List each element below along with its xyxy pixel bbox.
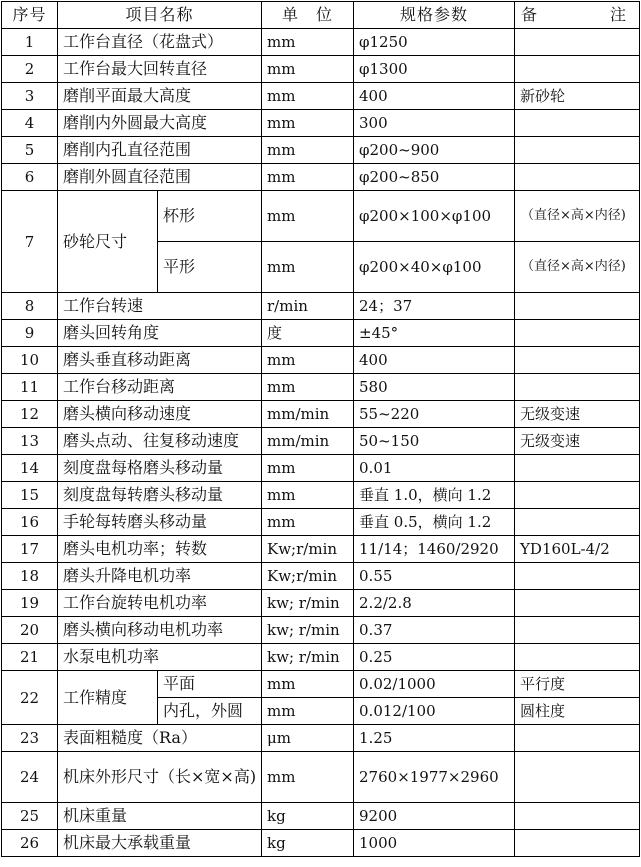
row-unit: mm bbox=[262, 752, 354, 803]
header-note-b: 注 bbox=[610, 5, 628, 24]
header-row bbox=[2, 2, 640, 29]
row-unit: mm bbox=[262, 164, 354, 191]
row-spec: 0.55 bbox=[354, 563, 515, 590]
row-name: 磨头回转角度 bbox=[58, 320, 262, 347]
row-name: 工作台旋转电机功率 bbox=[58, 590, 262, 617]
row-spec: 400 bbox=[354, 83, 515, 110]
row-spec: 0.01 bbox=[354, 455, 515, 482]
row-name: 手轮每转磨头移动量 bbox=[58, 509, 262, 536]
row-no: 22 bbox=[2, 671, 58, 725]
table-row bbox=[2, 803, 640, 830]
row-note bbox=[515, 752, 640, 803]
row-note bbox=[515, 347, 640, 374]
table-row bbox=[2, 347, 640, 374]
row-no: 3 bbox=[2, 83, 58, 110]
row-name: 磨头横向移动速度 bbox=[58, 401, 262, 428]
row-note bbox=[515, 320, 640, 347]
row-no: 16 bbox=[2, 509, 58, 536]
row-spec: 580 bbox=[354, 374, 515, 401]
table-row bbox=[2, 374, 640, 401]
row-spec: φ1250 bbox=[354, 29, 515, 56]
row-spec: 11/14；1460/2920 bbox=[354, 536, 515, 563]
row-unit: mm bbox=[262, 191, 354, 242]
row-name: 磨头升降电机功率 bbox=[58, 563, 262, 590]
row-name: 工作台移动距离 bbox=[58, 374, 262, 401]
row-spec: φ200~900 bbox=[354, 137, 515, 164]
row-spec: φ200×100×φ100 bbox=[354, 191, 515, 242]
row-unit: mm bbox=[262, 455, 354, 482]
row-name: 工作台转速 bbox=[58, 293, 262, 320]
table-row bbox=[2, 191, 640, 242]
row-name: 机床最大承载重量 bbox=[58, 830, 262, 857]
row-no: 5 bbox=[2, 137, 58, 164]
row-name: 磨头垂直移动距离 bbox=[58, 347, 262, 374]
row-spec: ±45° bbox=[354, 320, 515, 347]
row-note: 无级变速 bbox=[515, 428, 640, 455]
row-name: 刻度盘每格磨头移动量 bbox=[58, 455, 262, 482]
row-name: 工作台最大回转直径 bbox=[58, 56, 262, 83]
row-no: 10 bbox=[2, 347, 58, 374]
header-note bbox=[515, 2, 640, 29]
row-unit: r/min bbox=[262, 293, 354, 320]
row-no: 8 bbox=[2, 293, 58, 320]
row-note bbox=[515, 725, 640, 752]
table-row bbox=[2, 110, 640, 137]
row-no: 25 bbox=[2, 803, 58, 830]
row-no: 15 bbox=[2, 482, 58, 509]
row-no: 6 bbox=[2, 164, 58, 191]
row-name: 机床重量 bbox=[58, 803, 262, 830]
row-no: 7 bbox=[2, 191, 58, 293]
row-name: 工作精度 bbox=[58, 671, 158, 725]
row-unit: mm bbox=[262, 698, 354, 725]
header-no: 序号 bbox=[2, 2, 58, 29]
header-unit: 单 位 bbox=[262, 2, 354, 29]
row-unit: mm bbox=[262, 137, 354, 164]
row-name: 磨削内外圆最大高度 bbox=[58, 110, 262, 137]
row-name: 磨头电机功率；转数 bbox=[58, 536, 262, 563]
row-subname: 内孔，外圆 bbox=[158, 698, 262, 725]
row-spec: 0.37 bbox=[354, 617, 515, 644]
row-spec: 24；37 bbox=[354, 293, 515, 320]
row-unit: mm bbox=[262, 56, 354, 83]
row-subname: 平面 bbox=[158, 671, 262, 698]
row-no: 14 bbox=[2, 455, 58, 482]
row-spec: 9200 bbox=[354, 803, 515, 830]
row-spec: 1000 bbox=[354, 830, 515, 857]
row-no: 9 bbox=[2, 320, 58, 347]
row-name: 水泵电机功率 bbox=[58, 644, 262, 671]
row-unit: kg bbox=[262, 803, 354, 830]
table-row bbox=[2, 509, 640, 536]
table-row bbox=[2, 725, 640, 752]
table-row bbox=[2, 428, 640, 455]
row-unit: Kw;r/min bbox=[262, 536, 354, 563]
row-no: 11 bbox=[2, 374, 58, 401]
row-name: 磨削内孔直径范围 bbox=[58, 137, 262, 164]
row-note: 平行度 bbox=[515, 671, 640, 698]
row-unit: kw; r/min bbox=[262, 617, 354, 644]
table-row bbox=[2, 617, 640, 644]
spec-table bbox=[1, 1, 640, 857]
row-note bbox=[515, 293, 640, 320]
table-row bbox=[2, 455, 640, 482]
row-note bbox=[515, 803, 640, 830]
row-unit: mm bbox=[262, 110, 354, 137]
row-note bbox=[515, 830, 640, 857]
row-note bbox=[515, 482, 640, 509]
table-row bbox=[2, 401, 640, 428]
row-note bbox=[515, 509, 640, 536]
row-name: 机床外形尺寸（长×宽×高) bbox=[58, 752, 262, 803]
row-name: 工作台直径（花盘式） bbox=[58, 29, 262, 56]
table-row bbox=[2, 671, 640, 698]
row-no: 23 bbox=[2, 725, 58, 752]
row-no: 17 bbox=[2, 536, 58, 563]
row-spec: 400 bbox=[354, 347, 515, 374]
row-spec: 0.25 bbox=[354, 644, 515, 671]
table-row bbox=[2, 752, 640, 803]
table-row bbox=[2, 83, 640, 110]
row-unit: mm/min bbox=[262, 428, 354, 455]
row-spec: φ200~850 bbox=[354, 164, 515, 191]
row-note bbox=[515, 590, 640, 617]
table-row bbox=[2, 137, 640, 164]
row-no: 13 bbox=[2, 428, 58, 455]
row-name: 表面粗糙度（Ra） bbox=[58, 725, 262, 752]
table-row bbox=[2, 29, 640, 56]
table-row bbox=[2, 293, 640, 320]
row-unit: 度 bbox=[262, 320, 354, 347]
row-unit: kw; r/min bbox=[262, 590, 354, 617]
table-row bbox=[2, 536, 640, 563]
row-unit: mm bbox=[262, 242, 354, 293]
row-unit: kg bbox=[262, 830, 354, 857]
row-name: 刻度盘每转磨头移动量 bbox=[58, 482, 262, 509]
row-spec: 300 bbox=[354, 110, 515, 137]
row-unit: mm bbox=[262, 671, 354, 698]
row-unit: mm bbox=[262, 509, 354, 536]
row-note bbox=[515, 644, 640, 671]
row-note bbox=[515, 164, 640, 191]
row-note bbox=[515, 29, 640, 56]
row-note: 无级变速 bbox=[515, 401, 640, 428]
row-no: 2 bbox=[2, 56, 58, 83]
row-spec: 垂直 1.0，横向 1.2 bbox=[354, 482, 515, 509]
row-note: 新砂轮 bbox=[515, 83, 640, 110]
row-spec: 0.012/100 bbox=[354, 698, 515, 725]
row-no: 21 bbox=[2, 644, 58, 671]
row-unit: mm bbox=[262, 482, 354, 509]
row-spec: φ200×40×φ100 bbox=[354, 242, 515, 293]
row-note bbox=[515, 137, 640, 164]
row-spec: 0.02/1000 bbox=[354, 671, 515, 698]
row-unit: Kw;r/min bbox=[262, 563, 354, 590]
row-no: 1 bbox=[2, 29, 58, 56]
row-note: （直径×高×内径) bbox=[515, 242, 640, 293]
row-no: 26 bbox=[2, 830, 58, 857]
table-row bbox=[2, 56, 640, 83]
row-no: 24 bbox=[2, 752, 58, 803]
table-row bbox=[2, 830, 640, 857]
row-unit: kw; r/min bbox=[262, 644, 354, 671]
row-no: 19 bbox=[2, 590, 58, 617]
row-name: 砂轮尺寸 bbox=[58, 191, 158, 293]
row-unit: mm/min bbox=[262, 401, 354, 428]
table-row bbox=[2, 590, 640, 617]
row-unit: μm bbox=[262, 725, 354, 752]
row-unit: mm bbox=[262, 374, 354, 401]
row-note: 圆柱度 bbox=[515, 698, 640, 725]
row-no: 20 bbox=[2, 617, 58, 644]
row-note bbox=[515, 110, 640, 137]
table-row bbox=[2, 563, 640, 590]
header-note-a: 备 bbox=[521, 5, 539, 24]
row-name: 磨头横向移动电机功率 bbox=[58, 617, 262, 644]
row-unit: mm bbox=[262, 29, 354, 56]
row-no: 18 bbox=[2, 563, 58, 590]
table-row bbox=[2, 644, 640, 671]
row-name: 磨头点动、往复移动速度 bbox=[58, 428, 262, 455]
table-row bbox=[2, 320, 640, 347]
row-no: 12 bbox=[2, 401, 58, 428]
row-name: 磨削平面最大高度 bbox=[58, 83, 262, 110]
row-note bbox=[515, 455, 640, 482]
row-name: 磨削外圆直径范围 bbox=[58, 164, 262, 191]
header-name: 项目名称 bbox=[58, 2, 262, 29]
row-unit: mm bbox=[262, 83, 354, 110]
row-subname: 杯形 bbox=[158, 191, 262, 242]
row-note bbox=[515, 563, 640, 590]
row-note: YD160L-4/2 bbox=[515, 536, 640, 563]
header-spec: 规格参数 bbox=[354, 2, 515, 29]
row-spec: 55~220 bbox=[354, 401, 515, 428]
row-no: 4 bbox=[2, 110, 58, 137]
table-row bbox=[2, 164, 640, 191]
row-spec: 2760×1977×2960 bbox=[354, 752, 515, 803]
row-spec: φ1300 bbox=[354, 56, 515, 83]
row-unit: mm bbox=[262, 347, 354, 374]
row-spec: 50~150 bbox=[354, 428, 515, 455]
row-spec: 2.2/2.8 bbox=[354, 590, 515, 617]
row-note bbox=[515, 374, 640, 401]
row-subname: 平形 bbox=[158, 242, 262, 293]
row-note bbox=[515, 617, 640, 644]
row-spec: 垂直 0.5，横向 1.2 bbox=[354, 509, 515, 536]
row-spec: 1.25 bbox=[354, 725, 515, 752]
row-note: （直径×高×内径) bbox=[515, 191, 640, 242]
row-note bbox=[515, 56, 640, 83]
table-row bbox=[2, 482, 640, 509]
